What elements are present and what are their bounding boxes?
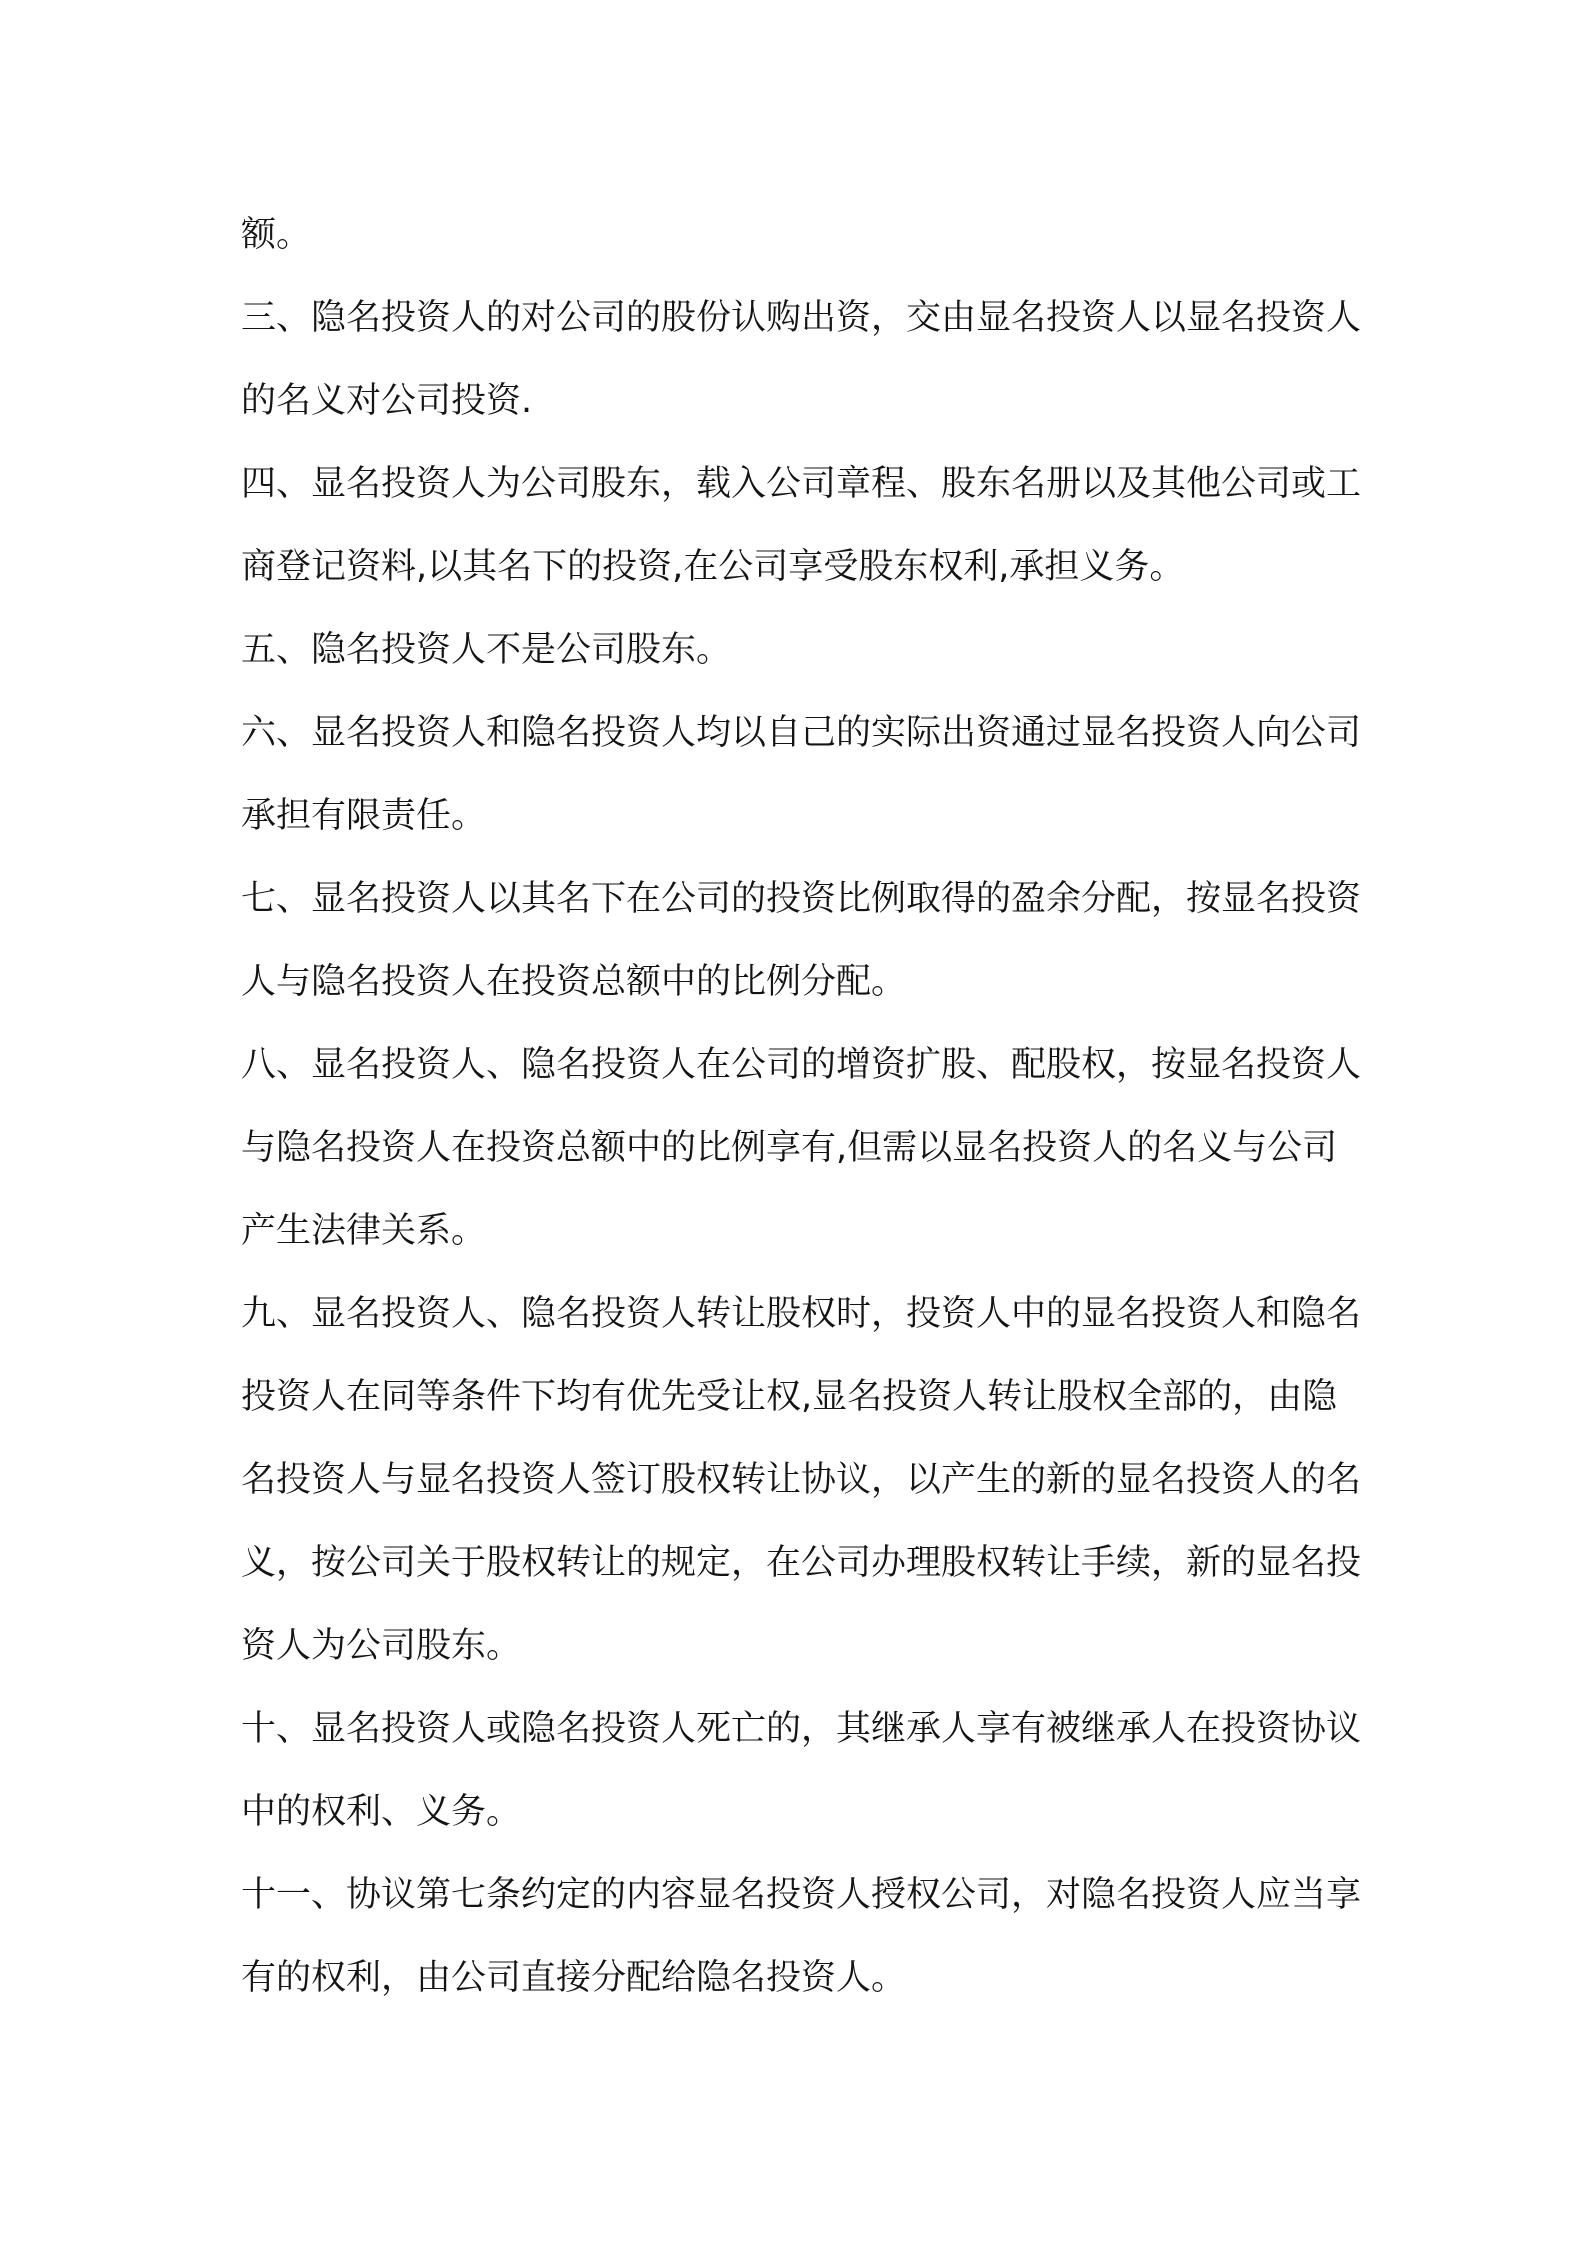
clause-3: 三、隐名投资人的对公司的股份认购出资，交由显名投资人以显名投资人的名义对公司投资. [241, 298, 1362, 421]
clause-5: 五、隐名投资人不是公司股东。 [241, 630, 732, 670]
clause-7: 七、显名投资人以其名下在公司的投资比例取得的盈余分配，按显名投资人与隐名投资人在投资总额中的比例分配。 [241, 879, 1362, 1002]
clause-10: 十、显名投资人或隐名投资人死亡的，其继承人享有被继承人在投资协议中的权利、义务。 [241, 1709, 1362, 1832]
clause-4: 四、显名投资人为公司股东，载入公司章程、股东名册以及其他公司或工商登记资料,以其名下的投资,在公司享受股东权利,承担义务。 [241, 464, 1362, 587]
clause-9: 九、显名投资人、隐名投资人转让股权时，投资人中的显名投资人和隐名投资人在同等条件下均有优先受让权,显名投资人转让股权全部的，由隐名投资人与显名投资人签订股权转让协议，以产生的新的显名投资人的名义，按公司关于股权转让的规定，在公司办理股权转让手续，新的显名投资人为公司股东。 [241, 1294, 1362, 1666]
document-body [241, 194, 1365, 2020]
clause-8: 八、显名投资人、隐名投资人在公司的增资扩股、配股权，按显名投资人与隐名投资人在投资总额中的比例享有,但需以显名投资人的名义与公司产生法律关系。 [241, 1045, 1362, 1251]
clause-11: 十一、协议第七条约定的内容显名投资人授权公司，对隐名投资人应当享有的权利，由公司直接分配给隐名投资人。 [241, 1875, 1362, 1998]
paragraph-continuation: 额。 [241, 215, 312, 255]
clause-6: 六、显名投资人和隐名投资人均以自己的实际出资通过显名投资人向公司承担有限责任。 [241, 713, 1362, 836]
